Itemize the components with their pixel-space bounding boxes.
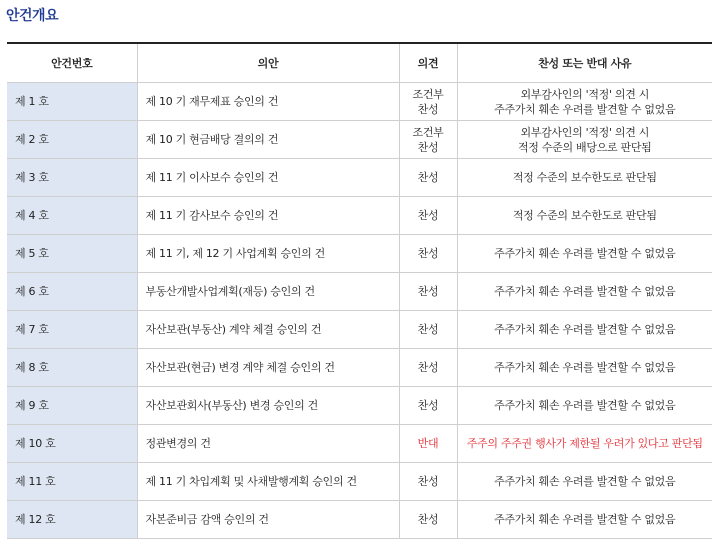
- reason-line: 적정 수준의 보수한도로 판단됨: [512, 209, 657, 222]
- reason-line: 주주가치 훼손 우려를 발견할 수 없었음: [494, 285, 676, 298]
- opinion-cell: [399, 83, 457, 121]
- opinion-line: 조건부: [412, 125, 444, 139]
- reason-line: 주주가치 훼손 우려를 발견할 수 없었음: [494, 399, 676, 412]
- header-agenda-no: 안건번호: [7, 43, 137, 83]
- reason-line: 주주가치 훼손 우려를 발견할 수 없었음: [494, 323, 676, 336]
- reason-line: 주주가치 훼손 우려를 발견할 수 없었음: [494, 361, 676, 374]
- agenda-title-cell: 제 10 기 현금배당 결의의 건: [137, 121, 399, 159]
- opinion-line: 찬성: [417, 209, 439, 222]
- table-body: [7, 83, 712, 539]
- table-row: [7, 463, 712, 501]
- opinion-line: 조건부: [412, 87, 444, 101]
- opinion-cell: [399, 235, 457, 273]
- reason-cell: [457, 83, 712, 121]
- agenda-number-cell: 제 10 호: [7, 425, 137, 463]
- table-row: [7, 349, 712, 387]
- agenda-title-cell: 제 11 기 감사보수 승인의 건: [137, 197, 399, 235]
- reason-cell: [457, 121, 712, 159]
- reason-cell: [457, 197, 712, 235]
- opinion-cell: [399, 197, 457, 235]
- table-row: [7, 83, 712, 121]
- opinion-line: 찬성: [417, 171, 439, 184]
- reason-cell: [457, 425, 712, 463]
- agenda-title-cell: 자산보관(현금) 변경 계약 체결 승인의 건: [137, 349, 399, 387]
- table-row: [7, 425, 712, 463]
- agenda-number-cell: 제 6 호: [7, 273, 137, 311]
- reason-cell: [457, 349, 712, 387]
- agenda-number-cell: 제 2 호: [7, 121, 137, 159]
- agenda-title-cell: 부동산개발사업계획(재등) 승인의 건: [137, 273, 399, 311]
- agenda-title-cell: 자산보관(부동산) 계약 체결 승인의 건: [137, 311, 399, 349]
- opinion-line: 반대: [417, 437, 439, 450]
- opinion-cell: [399, 463, 457, 501]
- agenda-number-cell: 제 1 호: [7, 83, 137, 121]
- agenda-number-cell: 제 7 호: [7, 311, 137, 349]
- opinion-line: 찬성: [417, 102, 439, 116]
- reason-line: 외부감사인의 '적정' 의견 시: [520, 125, 650, 139]
- header-opinion: 의견: [399, 43, 457, 83]
- opinion-cell: [399, 425, 457, 463]
- reason-cell: [457, 387, 712, 425]
- agenda-title-cell: 자본준비금 감액 승인의 건: [137, 501, 399, 539]
- agenda-title-cell: 제 10 기 재무제표 승인의 건: [137, 83, 399, 121]
- agenda-table: [7, 42, 712, 539]
- agenda-title-cell: 정관변경의 건: [137, 425, 399, 463]
- opinion-cell: [399, 387, 457, 425]
- agenda-number-cell: 제 9 호: [7, 387, 137, 425]
- table-row: [7, 159, 712, 197]
- reason-line: 주주가치 훼손 우려를 발견할 수 없었음: [494, 247, 676, 260]
- agenda-title-cell: 제 11 기 이사보수 승인의 건: [137, 159, 399, 197]
- agenda-title-cell: 자산보관회사(부동산) 변경 승인의 건: [137, 387, 399, 425]
- table-row: [7, 197, 712, 235]
- table-row: [7, 387, 712, 425]
- table-header-row: [7, 43, 712, 83]
- agenda-number-cell: 제 11 호: [7, 463, 137, 501]
- opinion-cell: [399, 311, 457, 349]
- table-row: [7, 273, 712, 311]
- agenda-title-cell: 제 11 기, 제 12 기 사업계획 승인의 건: [137, 235, 399, 273]
- page-title: 안건개요: [6, 8, 59, 24]
- agenda-title-cell: 제 11 기 차입계획 및 사채발행계획 승인의 건: [137, 463, 399, 501]
- agenda-number-cell: 제 8 호: [7, 349, 137, 387]
- reason-line: 적정 수준의 보수한도로 판단됨: [512, 171, 657, 184]
- reason-cell: [457, 311, 712, 349]
- reason-line: 주주가치 훼손 우려를 발견할 수 없었음: [494, 102, 676, 116]
- opinion-line: 찬성: [417, 140, 439, 154]
- table-row: [7, 235, 712, 273]
- opinion-cell: [399, 349, 457, 387]
- opinion-line: 찬성: [417, 285, 439, 298]
- reason-line: 주주가치 훼손 우려를 발견할 수 없었음: [494, 475, 676, 488]
- opinion-line: 찬성: [417, 475, 439, 488]
- reason-line: 외부감사인의 '적정' 의견 시: [520, 87, 650, 101]
- reason-cell: [457, 501, 712, 539]
- table-row: [7, 501, 712, 539]
- opinion-line: 찬성: [417, 247, 439, 260]
- opinion-line: 찬성: [417, 399, 439, 412]
- opinion-cell: [399, 501, 457, 539]
- opinion-line: 찬성: [417, 361, 439, 374]
- opinion-cell: [399, 121, 457, 159]
- reason-cell: [457, 235, 712, 273]
- reason-cell: [457, 463, 712, 501]
- agenda-number-cell: 제 3 호: [7, 159, 137, 197]
- reason-cell: [457, 159, 712, 197]
- reason-line: 주주가치 훼손 우려를 발견할 수 없었음: [494, 513, 676, 526]
- opinion-cell: [399, 159, 457, 197]
- opinion-line: 찬성: [417, 513, 439, 526]
- reason-cell: [457, 273, 712, 311]
- agenda-number-cell: 제 4 호: [7, 197, 137, 235]
- agenda-number-cell: 제 12 호: [7, 501, 137, 539]
- header-agenda-title: 의안: [137, 43, 399, 83]
- header-reason: 찬성 또는 반대 사유: [457, 43, 712, 83]
- agenda-number-cell: 제 5 호: [7, 235, 137, 273]
- reason-line: 적정 수준의 배당으로 판단됨: [517, 140, 652, 154]
- opinion-cell: [399, 273, 457, 311]
- opinion-line: 찬성: [417, 323, 439, 336]
- reason-line: 주주의 주주권 행사가 제한될 우려가 있다고 판단됨: [466, 437, 703, 450]
- table-row: [7, 121, 712, 159]
- table-row: [7, 311, 712, 349]
